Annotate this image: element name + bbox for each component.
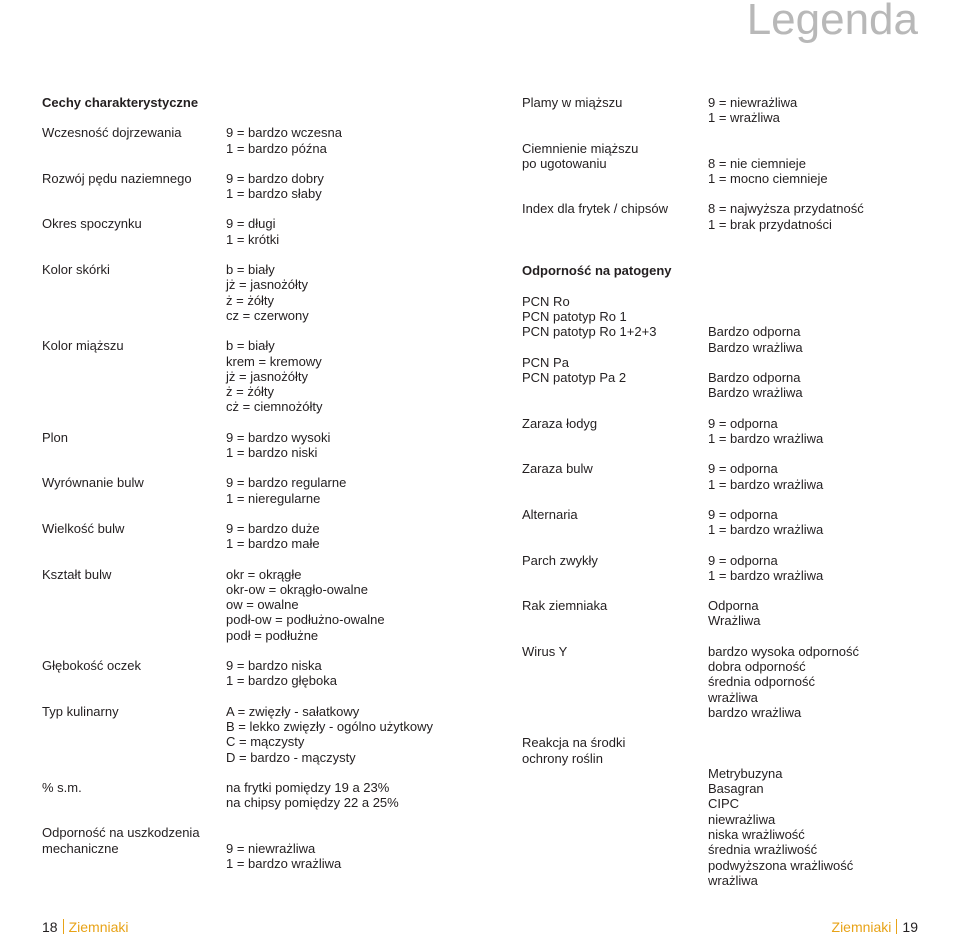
row-values [708, 553, 942, 584]
row-label: Rozwój pędu naziemnego [42, 170, 192, 186]
value-line: 1 = wrażliwa [708, 110, 780, 126]
row-values [226, 567, 482, 643]
value-line: B = lekko zwięzły - ogólno użytkowy [226, 718, 434, 734]
row-label: Alternaria [522, 506, 578, 522]
page-number-right: 19 [902, 919, 918, 935]
value-line: niska wrażliwość [708, 826, 805, 842]
legend-row [522, 598, 942, 629]
legend-row [522, 95, 942, 126]
row-label: Reakcja na środki ochrony roślin [522, 735, 626, 766]
value-line: okr = okrągłe [226, 566, 302, 582]
pcn-label: PCN Ro [522, 293, 570, 309]
page-title: Legenda [746, 0, 918, 44]
footer-word-right: Ziemniaki [831, 919, 892, 935]
page-number-left: 18 [42, 919, 58, 935]
legend-row [42, 216, 482, 247]
row-label: Odporność na uszkodzenia mechaniczne [42, 825, 200, 856]
row-label: Wielkość bulw [42, 520, 125, 536]
legend-row [42, 825, 482, 871]
row-values [226, 825, 482, 871]
row-values [226, 262, 482, 323]
pcn-row [522, 355, 942, 370]
value-line [708, 751, 942, 766]
value-line: 9 = niewrażliwa [708, 95, 798, 110]
legend-row [42, 262, 482, 323]
pcn-value: Bardzo wrażliwa [708, 385, 803, 401]
value-line: C = mączysty [226, 734, 305, 750]
footer-separator [63, 919, 64, 934]
row-label: Wczesność dojrzewania [42, 125, 182, 141]
pcn-row [522, 324, 942, 339]
value-line: 1 = bardzo małe [226, 536, 320, 552]
value-line: podwyższona wrażliwość [708, 857, 854, 873]
row-values [708, 95, 942, 126]
footer-word-left: Ziemniaki [68, 919, 129, 935]
legend-row [522, 416, 942, 447]
row-values [708, 507, 942, 538]
value-line: 8 = nie ciemnieje [708, 155, 806, 171]
value-line: okr-ow = okrągło-owalne [226, 581, 368, 597]
row-values [226, 216, 482, 247]
value-line: Odporna [708, 598, 759, 614]
legend-row [42, 567, 482, 643]
row-label: Zaraza łodyg [522, 415, 598, 431]
row-label: % s.m. [42, 779, 82, 795]
value-line [226, 825, 482, 840]
value-line: 1 = bardzo późna [226, 140, 327, 156]
value-line: ow = owalne [226, 597, 299, 613]
value-line: 1 = bardzo wrażliwa [708, 431, 824, 447]
legend-row [522, 735, 942, 888]
footer-left [42, 919, 128, 935]
value-line: 1 = mocno ciemnieje [708, 171, 828, 187]
value-line: bardzo wrażliwa [708, 704, 802, 720]
value-line: 1 = bardzo niski [226, 445, 318, 461]
pcn-value [708, 355, 942, 370]
row-values [708, 461, 942, 492]
value-line: 9 = długi [226, 216, 276, 232]
value-line: 9 = odporna [708, 552, 778, 568]
value-line: bardzo wysoka odporność [708, 643, 860, 659]
value-line: dobra odporność [708, 659, 806, 675]
pcn-value: Bardzo wrażliwa [708, 339, 803, 355]
value-line: 1 = bardzo wrażliwa [708, 522, 824, 538]
pcn-value [708, 309, 942, 324]
row-label: Kolor skórki [42, 262, 110, 278]
legend-row [522, 507, 942, 538]
value-line [708, 735, 942, 750]
legend-row [42, 521, 482, 552]
value-line: 9 = bardzo regularne [226, 475, 347, 491]
value-line: 1 = brak przydatności [708, 216, 832, 232]
row-label: Kolor miąższu [42, 338, 124, 354]
value-line: na chipsy pomiędzy 22 a 25% [226, 795, 399, 811]
legend-row [522, 141, 942, 187]
value-line: średnia odporność [708, 674, 815, 690]
value-line: niewrażliwa [708, 811, 776, 827]
row-label: Zaraza bulw [522, 461, 593, 477]
legend-row [522, 461, 942, 492]
value-line: 9 = bardzo wczesna [226, 125, 342, 141]
legend-row [42, 475, 482, 506]
pcn-label: PCN patotyp Ro 1 [522, 308, 627, 324]
pcn-label: PCN Pa [522, 354, 569, 370]
row-values [226, 780, 482, 811]
value-line: ż = żółty [226, 292, 275, 308]
left-rows [42, 125, 482, 871]
legend-row [522, 201, 942, 232]
value-line: 1 = bardzo wrażliwa [708, 567, 824, 583]
left-column [42, 95, 482, 871]
row-values [226, 171, 482, 202]
value-line: 1 = bardzo wrażliwa [708, 476, 824, 492]
value-line: 9 = odporna [708, 415, 778, 431]
right-top-rows [522, 95, 942, 232]
value-line: 8 = najwyższa przydatność [708, 201, 864, 217]
row-values [226, 338, 482, 414]
value-line: krem = kremowy [226, 353, 322, 369]
legend-row [42, 658, 482, 689]
row-values [226, 521, 482, 552]
row-label: Wyrównanie bulw [42, 475, 144, 491]
row-label: Głębokość oczek [42, 658, 141, 674]
row-label: Wirus Y [522, 643, 568, 659]
pcn-label: PCN patotyp Ro 1+2+3 [522, 324, 657, 340]
row-label: Ciemnienie miąższu po ugotowaniu [522, 140, 639, 171]
pcn-rows [522, 278, 942, 400]
section-heading-pathogens: Odporność na patogeny [522, 263, 672, 279]
row-label: Rak ziemniaka [522, 598, 608, 614]
value-line: b = biały [226, 338, 275, 354]
row-label: Index dla frytek / chipsów [522, 201, 668, 217]
value-line [708, 141, 942, 156]
value-line: jż = jasnożółty [226, 368, 309, 384]
right-column [522, 95, 942, 888]
pcn-label: PCN patotyp Pa 2 [522, 370, 627, 386]
value-line: Basagran [708, 781, 764, 797]
row-label: Typ kulinarny [42, 703, 119, 719]
legend-row [522, 553, 942, 584]
legend-row [42, 125, 482, 156]
value-line: 9 = bardzo duże [226, 520, 320, 536]
row-values [226, 658, 482, 689]
row-values [708, 644, 942, 720]
value-line: D = bardzo - mączysty [226, 749, 356, 765]
value-line: na frytki pomiędzy 19 a 23% [226, 779, 390, 795]
footer-right [832, 919, 918, 935]
pcn-row [522, 309, 942, 324]
legend-row [42, 780, 482, 811]
value-line: średnia wrażliwość [708, 842, 818, 858]
row-values [226, 125, 482, 156]
legend-row [42, 704, 482, 765]
value-line: 1 = krótki [226, 231, 280, 247]
row-values [226, 430, 482, 461]
legend-row [42, 338, 482, 414]
legend-row [42, 171, 482, 202]
pcn-value [708, 278, 942, 293]
pcn-value: Bardzo odporna [708, 370, 801, 386]
pcn-value [708, 294, 942, 309]
row-label: Kształt bulw [42, 566, 112, 582]
pcn-row [522, 294, 942, 309]
value-line: A = zwięzły - sałatkowy [226, 703, 360, 719]
value-line: jż = jasnożółty [226, 277, 309, 293]
value-line: 1 = bardzo słaby [226, 186, 322, 202]
footer-separator [896, 919, 897, 934]
legend-row [42, 430, 482, 461]
value-line: Metrybuzyna [708, 765, 783, 781]
row-label: Plon [42, 429, 69, 445]
row-values [708, 201, 942, 232]
value-line: Wrażliwa [708, 613, 761, 629]
pcn-row [522, 278, 942, 293]
value-line: 9 = odporna [708, 461, 778, 477]
value-line: podł-ow = podłużno-owalne [226, 612, 385, 628]
value-line: CIPC [708, 796, 740, 812]
row-label: Okres spoczynku [42, 216, 142, 232]
row-values [708, 416, 942, 447]
legend-row [522, 644, 942, 720]
value-line: wrażliwa [708, 872, 758, 888]
row-label: Plamy w miąższu [522, 95, 623, 110]
value-line: 9 = bardzo dobry [226, 170, 324, 186]
row-values [708, 598, 942, 629]
value-line: 9 = bardzo niska [226, 658, 322, 674]
value-line: 1 = bardzo głęboka [226, 673, 337, 689]
right-bottom-rows [522, 416, 942, 888]
pcn-value: Bardzo odporna [708, 324, 801, 340]
pcn-row [522, 370, 942, 385]
row-values [226, 475, 482, 506]
value-line: 9 = odporna [708, 506, 778, 522]
row-label: Parch zwykły [522, 552, 598, 568]
value-line: wrażliwa [708, 689, 758, 705]
row-values [226, 704, 482, 765]
value-line: b = biały [226, 262, 275, 278]
value-line: ż = żółty [226, 384, 275, 400]
value-line: 1 = bardzo wrażliwa [226, 855, 342, 871]
section-heading-characteristics: Cechy charakterystyczne [42, 95, 199, 110]
value-line: podł = podłużne [226, 627, 319, 643]
value-line: cż = ciemnożółty [226, 399, 323, 415]
value-line: cz = czerwony [226, 307, 309, 323]
value-line: 9 = bardzo wysoki [226, 429, 331, 445]
pcn-row [522, 340, 942, 355]
pcn-row [522, 385, 942, 400]
row-values [708, 141, 942, 187]
value-line: 9 = niewrażliwa [226, 840, 316, 856]
row-values [708, 735, 942, 888]
value-line: 1 = nieregularne [226, 490, 321, 506]
